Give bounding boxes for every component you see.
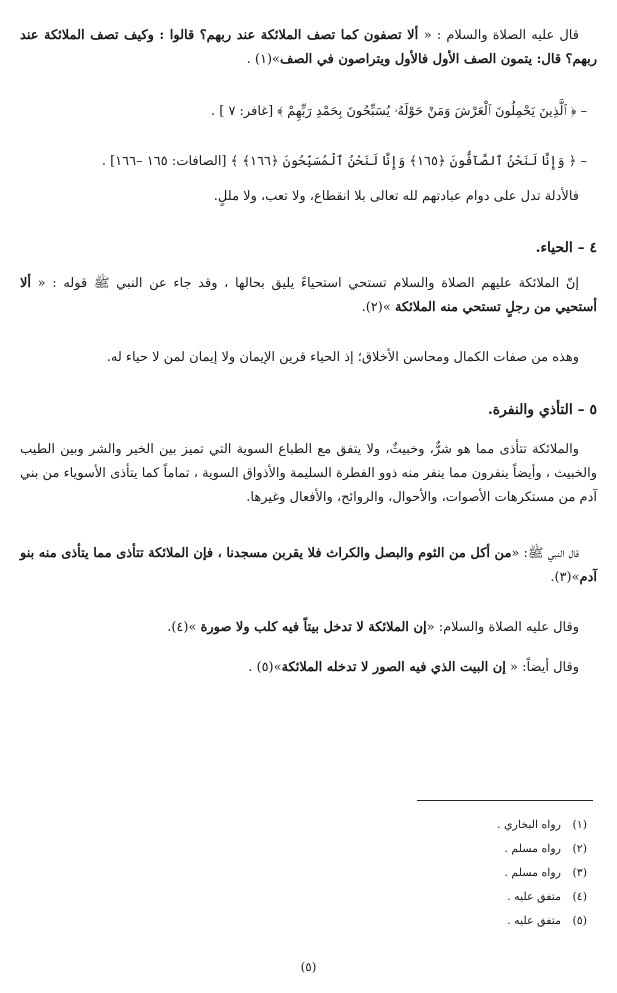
- quote-2-text: إن الملائكة لا تدخل بيتاً فيه كلب ولا صورة: [200, 620, 427, 635]
- section-5-heading: ٥ – التأذي والنفرة.: [487, 402, 597, 418]
- footnote-item: [287, 840, 587, 858]
- page-number: (٥): [300, 960, 317, 974]
- section-4-heading: ٤ – الحياء.: [535, 240, 597, 256]
- intro-paragraph: [20, 24, 597, 72]
- quote-1-text: من أكل من الثوم والبصل والكراث فلا يقربن مسجدنا ، فإن الملائكة تتأذى مما يتأذى منه بنو آدم: [20, 546, 597, 585]
- section-4-footnote-ref: »(٢).: [361, 300, 395, 315]
- intro-quote: ألا تصفون كما تصف الملائكة عند ربهم؟ قالوا : وكيف تصف الملائكة عند ربهم؟ قال: يتمون الصف الأول فالأول ويتراصون في الصف: [20, 28, 597, 67]
- footnote-item: [287, 816, 587, 834]
- section-4-text: إنّ الملائكة عليهم الصلاة والسلام تستحي استحياءً يليق بحالها ، وقد جاء عن النبي ﷺ قوله : «: [31, 276, 579, 291]
- section-4-paragraph-1: [20, 272, 597, 320]
- footnote-item: [287, 912, 587, 930]
- quote-1-footnote-ref: »(٣).: [550, 570, 580, 585]
- footnote-text: رواه مسلم .: [504, 866, 561, 879]
- intro-footnote-ref: »(١): [254, 52, 280, 67]
- section-4-paragraph-2: وهذه من صفات الكمال ومحاسن الأخلاق؛ إذ الحياء قرين الإيمان ولا إيمان لمن لا حياء له.: [106, 350, 579, 365]
- footnote-number: (٢): [572, 842, 587, 855]
- footnote-text: رواه مسلم .: [504, 842, 561, 855]
- footnote-text: متفق عليه .: [507, 914, 561, 927]
- footnote-item: [287, 864, 587, 882]
- quote-3-prefix: وقال أيضاً: «: [505, 660, 579, 675]
- quote-3-text: إن البيت الذي فيه الصور لا تدخله الملائكة: [281, 660, 506, 675]
- footnote-number: (٥): [572, 914, 587, 927]
- section-5-quote-2: [20, 616, 597, 640]
- verse-saffat: – ﴿ وَإِنَّا لَنَحْنُ ٱلصَّآفُّونَ ﴿١٦٥﴾ وَإِنَّا لَنَحْنُ ٱلْمُسَبِّحُونَ ﴿١٦٦﴾ ﴾ [الصافات: ١٦٥ –١٦٦] .: [101, 154, 587, 169]
- footnote-text: رواه البخاري .: [496, 818, 561, 831]
- footnote-number: (٣): [572, 866, 587, 879]
- section-4-quote: ألا أستحيي من رجلٍ تستحي منه الملائكة: [20, 276, 597, 315]
- verse-ghafir: – ﴿ ٱلَّذِينَ يَحْمِلُونَ ٱلْعَرْشَ وَمَنْ حَوْلَهُۥ يُسَبِّحُونَ بِحَمْدِ رَبِّهِمْ ﴾ [غافر: ٧ ] .: [210, 104, 587, 119]
- quote-3-footnote-ref: »(٥) .: [248, 660, 282, 675]
- intro-end: .: [246, 52, 255, 67]
- quote-2-prefix: وقال عليه الصلاة والسلام: «: [426, 620, 579, 635]
- evidence-paragraph: فالأدلة تدل على دوام عبادتهم لله تعالى بلا انقطاع، ولا تعب، ولا مللٍ.: [213, 189, 579, 204]
- section-5-quote-3: [20, 656, 597, 680]
- footnote-number: (١): [572, 818, 587, 831]
- footnote-item: [287, 888, 587, 906]
- quote-1-prefix: قال النبي ﷺ: «: [511, 546, 579, 561]
- section-5-quote-1: [20, 542, 597, 590]
- intro-prefix: قال عليه الصلاة والسلام : «: [423, 28, 579, 43]
- footnote-divider: [417, 800, 593, 801]
- footnote-text: متفق عليه .: [507, 890, 561, 903]
- section-5-paragraph-1: والملائكة تتأذى مما هو شرٌّ، وخبيثٌ، ولا يتفق مع الطباع السوية التي تميز بين الخير والشر وبين الطيب والخبيث ، وأيضاً ينفرون مما ينفر منه ذوو الفطرة السليمة والأذواق السوية ، تماماً كما يتأذى الأسوياء من بني آدم من مستكرهات الأصوات، والأحوال، والروائح، والأفعال وغيرها.: [20, 442, 597, 505]
- footnote-number: (٤): [572, 890, 587, 903]
- quote-2-footnote-ref: »(٤).: [167, 620, 201, 635]
